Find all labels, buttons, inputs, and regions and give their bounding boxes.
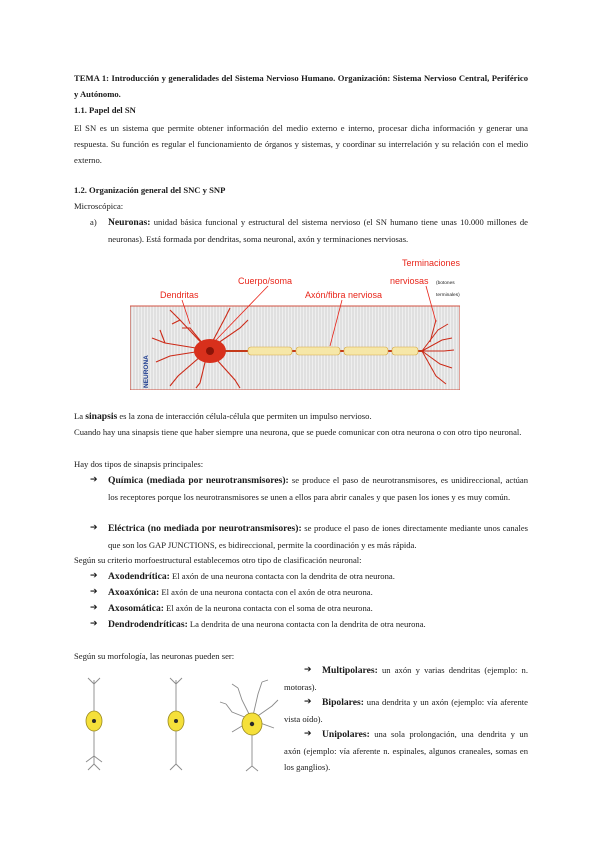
neuron-diagram [130,258,460,390]
quimica-text: se produce el paso de neurotransmisores, es unidireccional, actúan los receptores porque los neurotransmisores se unen a ellos para abrir canales y que pasen los iones y es muy común. [108,475,529,502]
label-dendritas: Dendritas [160,290,199,300]
neuronas-definition [108,214,528,247]
section-1-1-text: El SN es un sistema que permite obtener información del medio externo e interno, procesar dicha información y generar una respuesta. Su función es regular el funcionamiento de órganos y sistemas, y coordinar su interrelación y su relación con el medio externo. [74,123,528,165]
sinapsis-quimica [108,472,528,505]
axoaxonica-label: Axoaxónica: [108,587,160,598]
arrow-icon: ➔ [90,523,98,533]
list-item-axosomatica [108,600,528,617]
unipolares-item [284,726,528,775]
label-axon: Axón/fibra nerviosa [305,290,383,300]
neurona-vertical-label: NEURONA [143,355,150,388]
list-item-axoaxonica [108,584,528,601]
dendrodendriticas-label: Dendrodendríticas: [108,619,188,630]
multipolares-label: Multipolares: [322,665,378,676]
arrow-icon: ➔ [90,603,98,613]
sinapsis-electrica [108,520,528,553]
list-item-dendrodendriticas [108,616,528,633]
sinapsis-pre: La [74,411,86,421]
list-item-axodendritica [108,568,528,585]
multipolares-text: un axón y varias dendritas (ejemplo: n. motoras). [284,665,528,692]
sinapsis-post: es la zona de interacción célula-célula que permiten un impulso nervioso. [117,411,372,421]
axoaxonica-text: El axón de una neurona contacta con el axón de otra neurona. [159,587,373,597]
section-1-2-heading: 1.2. Organización general del SNC y SNP [74,185,226,195]
unipolares-label: Unipolares: [322,729,370,740]
axosomatica-label: Axosomática: [108,603,164,614]
quimica-label: Química (mediada por neurotransmisores): [108,475,289,486]
label-terminaciones: Terminaciones [402,258,460,268]
bipolares-label: Bipolares: [322,697,364,708]
unipolares-text: una sola prolongación, una dendrita y un axón (ejemplo: vía aferente n. espinales, algunos craneales, somas en los ganglios). [284,729,528,772]
sinapsis-definition [74,408,528,425]
arrow-icon: ➔ [304,697,312,707]
axodendritica-text: El axón de una neurona contacta con la dendrita de otra neurona. [169,571,395,581]
label-cuerpo-soma: Cuerpo/soma [238,276,293,286]
section-1-1-heading: 1.1. Papel del SN [74,105,136,115]
sinapsis-line-3: Hay dos tipos de sinapsis principales: [74,459,204,469]
bipolares-item [284,694,528,727]
label-nerviosas: nerviosas [390,276,429,286]
electrica-label: Eléctrica (no mediada por neurotransmisores): [108,523,302,534]
label-terminales: terminales) [436,293,460,298]
electrica-text: se produce el paso de iones directamente mediante unos canales que son los GAP JUNCTIONS, es bidireccional, permite la coordinación y es más rápida. [108,523,529,550]
dendrodendriticas-text: La dendrita de una neurona contacta con la dendrita de otra neurona. [187,619,426,629]
neuron-types-illustration [72,676,282,772]
axodendritica-label: Axodendrítica: [108,571,170,582]
arrow-icon: ➔ [90,587,98,597]
arrow-icon: ➔ [90,619,98,629]
arrow-icon: ➔ [304,729,312,739]
microscopica-label: Microscópica: [74,201,124,211]
myelin-sheath [248,347,418,355]
morfoestructural-intro: Según su criterio morfoestructural establecemos otro tipo de clasificación neuronal: [74,555,362,565]
multipolares-item [284,662,528,695]
document-title: TEMA 1: Introducción y generalidades del Sistema Nervioso Humano. Organización: Sistema Nervioso Central, Periférico y Autónomo. [74,73,528,99]
list-letter-a: a) [90,217,97,227]
neuronas-label: Neuronas: [108,217,151,228]
arrow-icon: ➔ [90,475,98,485]
axosomatica-text: El axón de la neurona contacta con el soma de otra neurona. [163,603,373,613]
arrow-icon: ➔ [304,665,312,675]
sinapsis-word: sinapsis [85,411,118,422]
label-botones: (botones [436,281,455,286]
bipolares-text: una dendrita y un axón (ejemplo: vía aferente vista oído). [284,697,528,724]
arrow-icon: ➔ [90,571,98,581]
neuronas-text: unidad básica funcional y estructural del sistema nervioso (el SN humano tiene unas 10.000 millones de neuronas). Está formada por dendritas, soma neuronal, axón y terminaciones nerviosas. [108,217,528,244]
morfologia-intro: Según su morfología, las neuronas pueden ser: [74,651,235,661]
sinapsis-line-2: Cuando hay una sinapsis tiene que haber siempre una neurona, que se puede comunicar con otra neurona o con otro tipo neuronal. [74,427,522,437]
